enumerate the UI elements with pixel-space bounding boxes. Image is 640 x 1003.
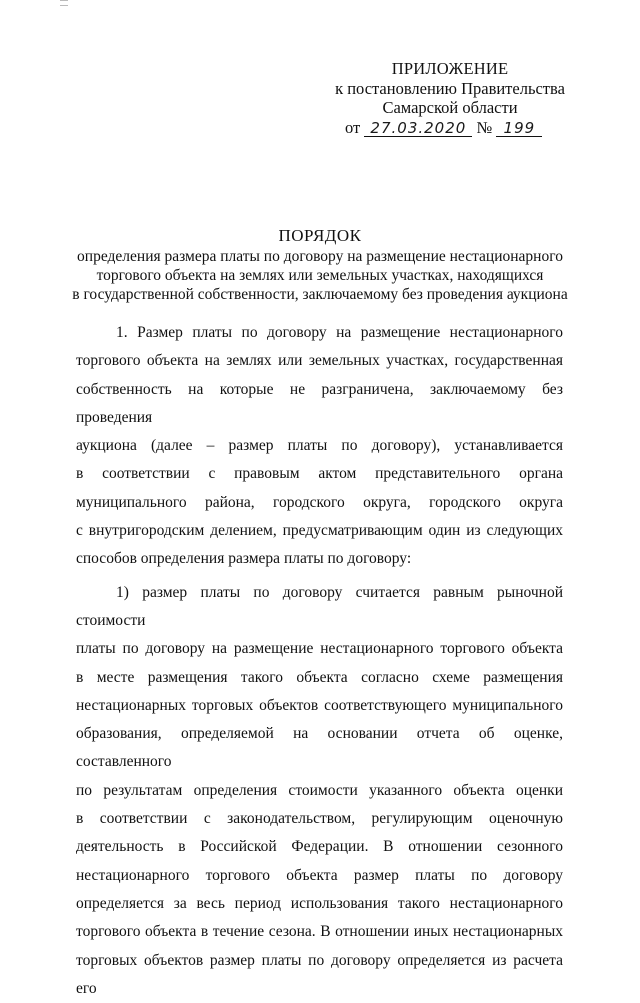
body-line: 1) размер платы по договору считается равным рыночной стоимости <box>76 583 563 629</box>
date-prefix: от <box>345 117 361 137</box>
document-subtitle <box>60 247 580 304</box>
approval-line-2: Самарской области <box>382 98 518 118</box>
body-line: в месте размещения такого объекта согласно схеме размещения <box>76 668 563 686</box>
body-line: 1. Размер платы по договору на размещение нестационарного <box>116 324 563 341</box>
body-line: определяется за весь период использования такого нестационарного <box>76 894 563 912</box>
number-prefix: № <box>476 117 493 137</box>
subtitle-line: торгового объекта на землях или земельных участках, находящихся <box>96 267 544 284</box>
body-line: деятельность в Российской Федерации. В отношении сезонного <box>76 838 563 856</box>
scan-artifact <box>60 0 68 6</box>
body-line: собственность на которые не разграничена, заключаемому без проведения <box>76 380 563 426</box>
subtitle-line: определения размера платы по договору на размещение нестационарного <box>77 248 563 265</box>
body-line: платы по договору на размещение нестационарного торгового объекта <box>76 640 563 658</box>
body-line: образования, определяемой на основании отчета об оценке, составленного <box>76 725 563 771</box>
body-line: в соответствии с правовым актом представительного органа <box>76 465 563 483</box>
handwritten-date: 27.03.2020 <box>364 121 472 137</box>
approval-line-1: к постановлению Правительства <box>335 78 565 98</box>
body-line: по результатам определения стоимости указанного объекта оценки <box>76 781 563 799</box>
body-line: нестационарных торговых объектов соответствующего муниципального <box>76 696 563 714</box>
body-line: в соответствии с законодательством, регулирующим оценочную <box>76 810 563 828</box>
date-number-line <box>330 118 570 138</box>
document-title: ПОРЯДОК <box>278 226 362 245</box>
body-line: торгового объекта на землях или земельных участках, государственная <box>76 352 563 370</box>
body-line: аукциона (далее – размер платы по договору), устанавливается <box>76 437 563 455</box>
document-body <box>76 319 563 1003</box>
subtitle-line: в государственной собственности, заключаемому без проведения аукциона <box>72 286 568 303</box>
approval-block <box>330 59 570 137</box>
body-line: торговых объектов размер платы по договору определяется из расчета его <box>76 951 563 997</box>
appendix-label: ПРИЛОЖЕНИЕ <box>391 59 509 78</box>
body-line: муниципального района, городского округа, городского округа <box>76 493 563 511</box>
body-line: нестационарного торгового объекта размер платы по договору <box>76 866 563 884</box>
body-line: способов определения размера платы по договору: <box>76 550 412 568</box>
body-line: с внутригородским делением, предусматривающим один из следующих <box>76 522 563 540</box>
body-line: торгового объекта в течение сезона. В отношении иных нестационарных <box>76 923 563 941</box>
handwritten-number: 199 <box>496 121 542 137</box>
